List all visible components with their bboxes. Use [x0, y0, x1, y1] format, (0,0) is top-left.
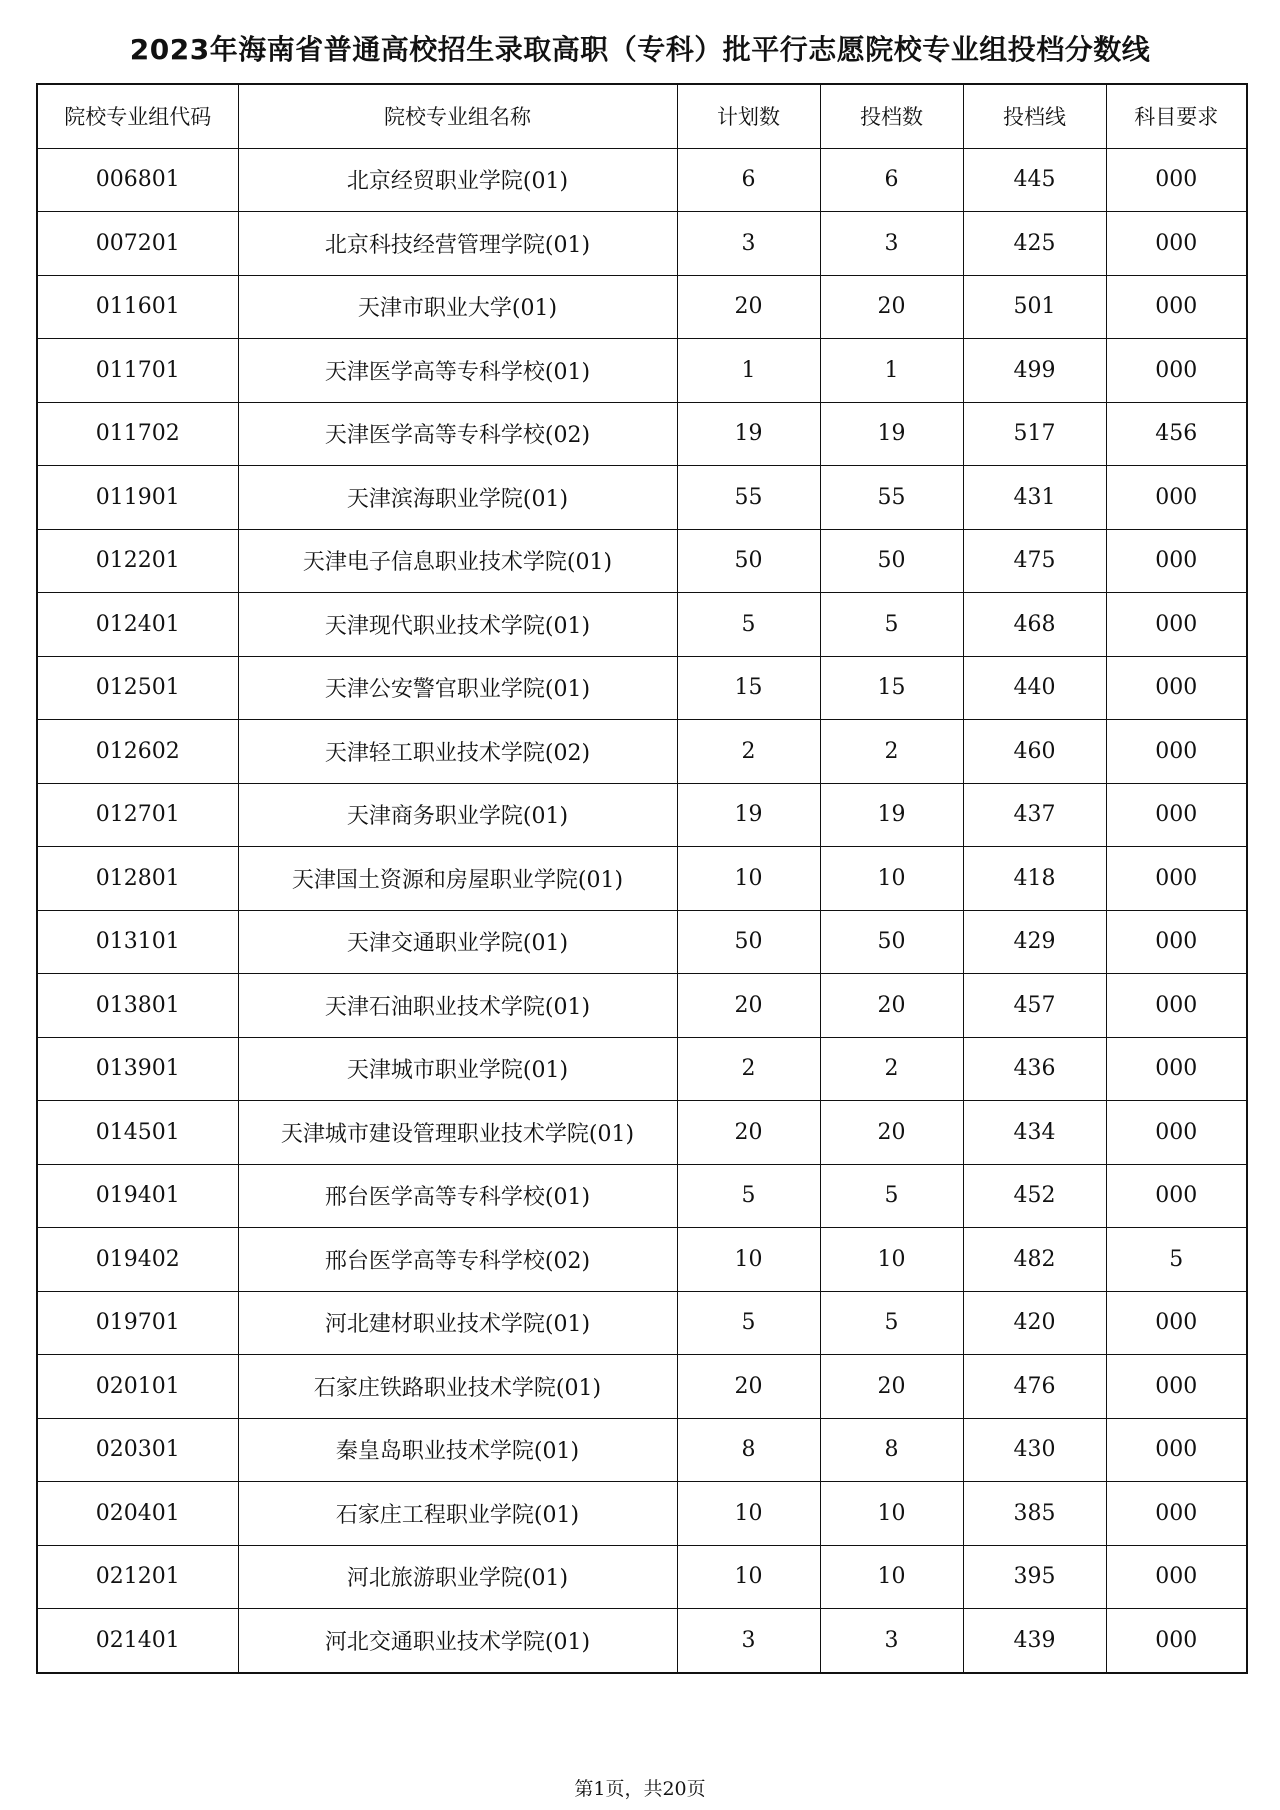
table-row: [37, 1291, 1247, 1355]
table-row: [37, 1482, 1247, 1546]
cutoff-score-cell: 436: [963, 1037, 1106, 1101]
group-name-cell: 邢台医学高等专科学校(02): [238, 1228, 677, 1292]
group-code-cell: 020301: [37, 1418, 238, 1482]
plan-count-cell: 10: [677, 847, 820, 911]
table-row: [37, 974, 1247, 1038]
group-code-cell: 013101: [37, 910, 238, 974]
plan-count-cell: 8: [677, 1418, 820, 1482]
subject-requirement-cell: 000: [1106, 1609, 1247, 1673]
header-subject-requirement: 科目要求: [1106, 84, 1247, 148]
plan-count-cell: 20: [677, 1355, 820, 1419]
subject-requirement-cell: 000: [1106, 1037, 1247, 1101]
plan-count-cell: 50: [677, 910, 820, 974]
table-row: [37, 720, 1247, 784]
subject-requirement-cell: 000: [1106, 1291, 1247, 1355]
group-code-cell: 019701: [37, 1291, 238, 1355]
table-row: [37, 1037, 1247, 1101]
filed-count-cell: 19: [820, 783, 963, 847]
group-code-cell: 020401: [37, 1482, 238, 1546]
filed-count-cell: 19: [820, 402, 963, 466]
filed-count-cell: 20: [820, 275, 963, 339]
plan-count-cell: 20: [677, 275, 820, 339]
group-name-cell: 北京经贸职业学院(01): [238, 148, 677, 212]
filed-count-cell: 20: [820, 1101, 963, 1165]
cutoff-score-cell: 475: [963, 529, 1106, 593]
group-name-cell: 石家庄工程职业学院(01): [238, 1482, 677, 1546]
plan-count-cell: 20: [677, 1101, 820, 1165]
cutoff-score-cell: 429: [963, 910, 1106, 974]
subject-requirement-cell: 000: [1106, 275, 1247, 339]
group-name-cell: 天津电子信息职业技术学院(01): [238, 529, 677, 593]
filed-count-cell: 10: [820, 1228, 963, 1292]
plan-count-cell: 19: [677, 402, 820, 466]
table-row: [37, 1609, 1247, 1673]
table-row: [37, 656, 1247, 720]
filed-count-cell: 55: [820, 466, 963, 530]
group-name-cell: 天津轻工职业技术学院(02): [238, 720, 677, 784]
subject-requirement-cell: 000: [1106, 593, 1247, 657]
plan-count-cell: 15: [677, 656, 820, 720]
subject-requirement-cell: 5: [1106, 1228, 1247, 1292]
filed-count-cell: 2: [820, 720, 963, 784]
cutoff-score-cell: 517: [963, 402, 1106, 466]
cutoff-score-cell: 482: [963, 1228, 1106, 1292]
table-row: [37, 212, 1247, 276]
table-row: [37, 1228, 1247, 1292]
plan-count-cell: 3: [677, 1609, 820, 1673]
group-name-cell: 天津交通职业学院(01): [238, 910, 677, 974]
page-footer: 第1页，共20页: [574, 1778, 706, 1800]
table-row: [37, 529, 1247, 593]
group-code-cell: 014501: [37, 1101, 238, 1165]
filed-count-cell: 5: [820, 593, 963, 657]
table-row: [37, 148, 1247, 212]
cutoff-score-cell: 452: [963, 1164, 1106, 1228]
header-group-code: 院校专业组代码: [37, 84, 238, 148]
plan-count-cell: 19: [677, 783, 820, 847]
group-name-cell: 河北交通职业技术学院(01): [238, 1609, 677, 1673]
filed-count-cell: 10: [820, 1482, 963, 1546]
cutoff-score-cell: 437: [963, 783, 1106, 847]
subject-requirement-cell: 000: [1106, 720, 1247, 784]
table-header: [37, 84, 1247, 148]
group-code-cell: 006801: [37, 148, 238, 212]
filed-count-cell: 50: [820, 529, 963, 593]
table-row: [37, 1545, 1247, 1609]
cutoff-score-cell: 457: [963, 974, 1106, 1038]
table-row: [37, 402, 1247, 466]
group-code-cell: 011701: [37, 339, 238, 403]
group-code-cell: 012602: [37, 720, 238, 784]
subject-requirement-cell: 000: [1106, 466, 1247, 530]
group-code-cell: 012501: [37, 656, 238, 720]
group-code-cell: 011601: [37, 275, 238, 339]
table-row: [37, 783, 1247, 847]
group-name-cell: 天津医学高等专科学校(01): [238, 339, 677, 403]
group-code-cell: 013801: [37, 974, 238, 1038]
subject-requirement-cell: 000: [1106, 974, 1247, 1038]
filed-count-cell: 10: [820, 847, 963, 911]
group-name-cell: 天津公安警官职业学院(01): [238, 656, 677, 720]
table-row: [37, 466, 1247, 530]
table-row: [37, 847, 1247, 911]
subject-requirement-cell: 000: [1106, 1355, 1247, 1419]
group-code-cell: 019402: [37, 1228, 238, 1292]
group-code-cell: 012401: [37, 593, 238, 657]
table-row: [37, 1164, 1247, 1228]
cutoff-score-cell: 445: [963, 148, 1106, 212]
subject-requirement-cell: 000: [1106, 1101, 1247, 1165]
group-name-cell: 天津现代职业技术学院(01): [238, 593, 677, 657]
table-row: [37, 339, 1247, 403]
cutoff-score-cell: 418: [963, 847, 1106, 911]
subject-requirement-cell: 000: [1106, 529, 1247, 593]
filed-count-cell: 6: [820, 148, 963, 212]
subject-requirement-cell: 000: [1106, 339, 1247, 403]
group-name-cell: 天津市职业大学(01): [238, 275, 677, 339]
cutoff-score-cell: 499: [963, 339, 1106, 403]
header-cutoff-score: 投档线: [963, 84, 1106, 148]
filed-count-cell: 2: [820, 1037, 963, 1101]
table-row: [37, 1101, 1247, 1165]
table-row: [37, 593, 1247, 657]
filed-count-cell: 3: [820, 1609, 963, 1673]
cutoff-score-cell: 501: [963, 275, 1106, 339]
subject-requirement-cell: 000: [1106, 1164, 1247, 1228]
admission-score-table: [36, 83, 1248, 1674]
header-filed-count: 投档数: [820, 84, 963, 148]
group-code-cell: 007201: [37, 212, 238, 276]
plan-count-cell: 3: [677, 212, 820, 276]
plan-count-cell: 5: [677, 593, 820, 657]
table-body: [37, 148, 1247, 1673]
group-code-cell: 011901: [37, 466, 238, 530]
cutoff-score-cell: 434: [963, 1101, 1106, 1165]
cutoff-score-cell: 431: [963, 466, 1106, 530]
group-code-cell: 012701: [37, 783, 238, 847]
subject-requirement-cell: 000: [1106, 1418, 1247, 1482]
group-name-cell: 天津城市建设管理职业技术学院(01): [238, 1101, 677, 1165]
cutoff-score-cell: 430: [963, 1418, 1106, 1482]
cutoff-score-cell: 439: [963, 1609, 1106, 1673]
group-name-cell: 河北建材职业技术学院(01): [238, 1291, 677, 1355]
filed-count-cell: 1: [820, 339, 963, 403]
subject-requirement-cell: 456: [1106, 402, 1247, 466]
plan-count-cell: 50: [677, 529, 820, 593]
subject-requirement-cell: 000: [1106, 212, 1247, 276]
table-row: [37, 1418, 1247, 1482]
cutoff-score-cell: 440: [963, 656, 1106, 720]
plan-count-cell: 20: [677, 974, 820, 1038]
plan-count-cell: 5: [677, 1291, 820, 1355]
filed-count-cell: 5: [820, 1164, 963, 1228]
plan-count-cell: 5: [677, 1164, 820, 1228]
group-name-cell: 天津滨海职业学院(01): [238, 466, 677, 530]
subject-requirement-cell: 000: [1106, 1482, 1247, 1546]
header-row: [37, 84, 1247, 148]
cutoff-score-cell: 468: [963, 593, 1106, 657]
plan-count-cell: 10: [677, 1228, 820, 1292]
group-name-cell: 邢台医学高等专科学校(01): [238, 1164, 677, 1228]
group-name-cell: 天津石油职业技术学院(01): [238, 974, 677, 1038]
plan-count-cell: 1: [677, 339, 820, 403]
filed-count-cell: 8: [820, 1418, 963, 1482]
subject-requirement-cell: 000: [1106, 656, 1247, 720]
group-code-cell: 019401: [37, 1164, 238, 1228]
cutoff-score-cell: 476: [963, 1355, 1106, 1419]
table-row: [37, 1355, 1247, 1419]
cutoff-score-cell: 460: [963, 720, 1106, 784]
subject-requirement-cell: 000: [1106, 1545, 1247, 1609]
cutoff-score-cell: 395: [963, 1545, 1106, 1609]
cutoff-score-cell: 425: [963, 212, 1106, 276]
page-title: 2023年海南省普通高校招生录取高职（专科）批平行志愿院校专业组投档分数线: [129, 33, 1151, 66]
subject-requirement-cell: 000: [1106, 148, 1247, 212]
table-row: [37, 910, 1247, 974]
subject-requirement-cell: 000: [1106, 847, 1247, 911]
group-code-cell: 012201: [37, 529, 238, 593]
plan-count-cell: 55: [677, 466, 820, 530]
group-name-cell: 河北旅游职业学院(01): [238, 1545, 677, 1609]
filed-count-cell: 15: [820, 656, 963, 720]
filed-count-cell: 5: [820, 1291, 963, 1355]
filed-count-cell: 20: [820, 974, 963, 1038]
group-code-cell: 021401: [37, 1609, 238, 1673]
group-code-cell: 011702: [37, 402, 238, 466]
subject-requirement-cell: 000: [1106, 910, 1247, 974]
header-plan-count: 计划数: [677, 84, 820, 148]
group-name-cell: 天津医学高等专科学校(02): [238, 402, 677, 466]
filed-count-cell: 50: [820, 910, 963, 974]
group-code-cell: 020101: [37, 1355, 238, 1419]
group-name-cell: 天津商务职业学院(01): [238, 783, 677, 847]
cutoff-score-cell: 385: [963, 1482, 1106, 1546]
group-name-cell: 石家庄铁路职业技术学院(01): [238, 1355, 677, 1419]
subject-requirement-cell: 000: [1106, 783, 1247, 847]
filed-count-cell: 10: [820, 1545, 963, 1609]
group-name-cell: 秦皇岛职业技术学院(01): [238, 1418, 677, 1482]
cutoff-score-cell: 420: [963, 1291, 1106, 1355]
group-name-cell: 天津国土资源和房屋职业学院(01): [238, 847, 677, 911]
header-group-name: 院校专业组名称: [238, 84, 677, 148]
plan-count-cell: 10: [677, 1545, 820, 1609]
plan-count-cell: 6: [677, 148, 820, 212]
table-row: [37, 275, 1247, 339]
group-code-cell: 021201: [37, 1545, 238, 1609]
plan-count-cell: 2: [677, 1037, 820, 1101]
group-name-cell: 北京科技经营管理学院(01): [238, 212, 677, 276]
filed-count-cell: 3: [820, 212, 963, 276]
plan-count-cell: 10: [677, 1482, 820, 1546]
plan-count-cell: 2: [677, 720, 820, 784]
group-code-cell: 012801: [37, 847, 238, 911]
group-name-cell: 天津城市职业学院(01): [238, 1037, 677, 1101]
group-code-cell: 013901: [37, 1037, 238, 1101]
filed-count-cell: 20: [820, 1355, 963, 1419]
